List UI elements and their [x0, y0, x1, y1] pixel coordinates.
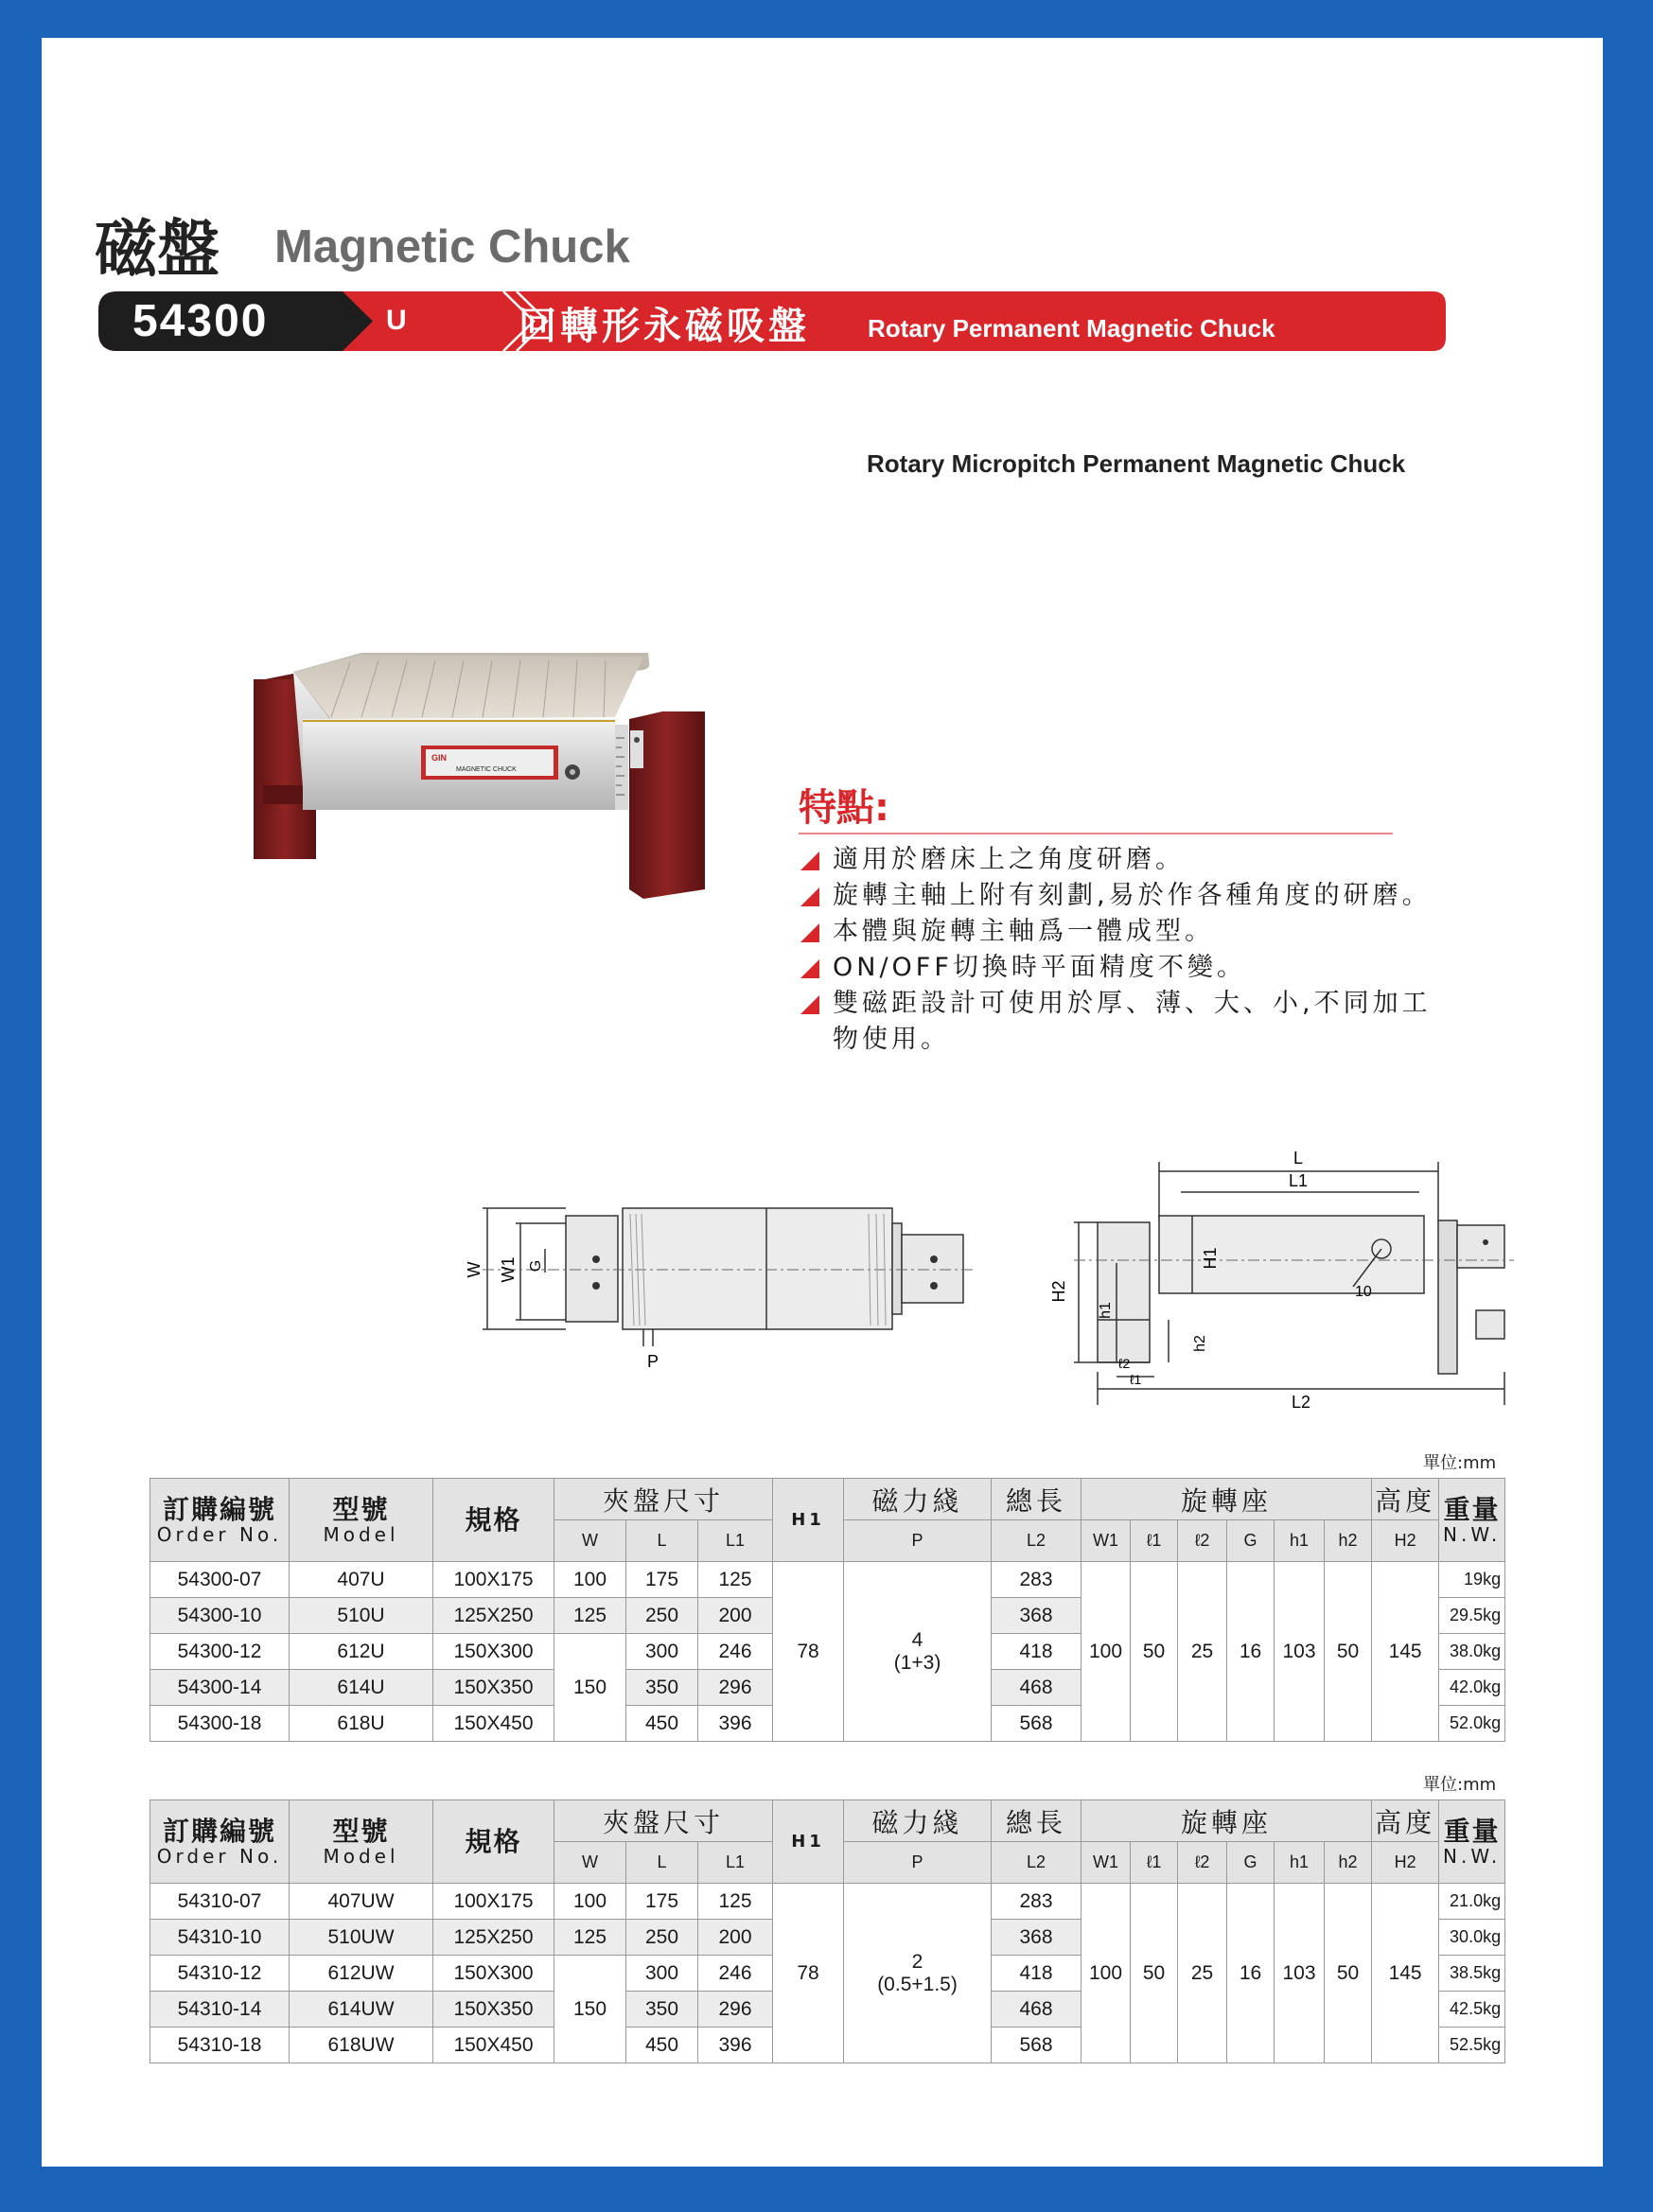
table-row: 54300-10 510U 125X250 125 250 200 368 29.5kg [150, 1598, 1505, 1634]
table-row: 54300-07 407U 100X175 100 175 125 78 4 (1+3) 283 100 50 25 16 103 50 145 19kg [150, 1562, 1505, 1598]
table-row: 54300-14 614U 150X350 350 296 468 42.0kg [150, 1670, 1505, 1706]
table-row: 54300-12 612U 150X300 150 300 246 418 38.0kg [150, 1634, 1505, 1670]
product-photo [199, 606, 729, 908]
dim-p-label: P [646, 1352, 659, 1371]
col-l2: L2 [992, 1520, 1081, 1562]
col-h1: H1 [773, 1800, 844, 1884]
col-weight: 重量 N.W. [1439, 1479, 1505, 1562]
col-rot-w1: W1 [1081, 1842, 1131, 1884]
col-group-chuck-size: 夾盤尺寸 [554, 1479, 773, 1520]
table-row: 54310-07 407UW 100X175 100 175 125 78 2 (0.5+1.5) 283 100 50 25 16 103 50 145 21.0kg [150, 1884, 1505, 1920]
red-triangle-bullet-icon [800, 923, 819, 942]
table2-unit: 單位:mm [1423, 1775, 1497, 1795]
col-group-total: 總長 [992, 1800, 1081, 1842]
feature-item: 旋轉主軸上附有刻劃,易於作各種角度的研磨。 [797, 878, 1440, 914]
col-p: P [844, 1520, 992, 1562]
col-w: W [554, 1842, 626, 1884]
col-model: 型號 Model [290, 1479, 433, 1562]
col-rot-l1: ℓ1 [1131, 1842, 1178, 1884]
dim-h2-label: H2 [1049, 1280, 1068, 1303]
plate-label: MAGNETIC CHUCK [456, 766, 517, 773]
col-l: L [626, 1842, 698, 1884]
col-group-height: 高度 [1372, 1479, 1439, 1520]
red-triangle-bullet-icon [800, 995, 819, 1014]
col-rot-h2: h2 [1325, 1842, 1372, 1884]
table-row: 54310-18 618UW 150X450 450 396 568 52.5kg [150, 2028, 1505, 2063]
plate-brand: GIN [431, 753, 448, 763]
side-view-drawing [1022, 1145, 1514, 1429]
spec-table-54300 [149, 1478, 1505, 1742]
col-model: 型號 Model [290, 1800, 433, 1884]
col-l2: L2 [992, 1842, 1081, 1884]
category-title-en: Magnetic Chuck [274, 221, 630, 272]
col-rot-l2: ℓ2 [1178, 1520, 1227, 1562]
dim-l2-label: L2 [1291, 1393, 1311, 1412]
table1-unit: 單位:mm [1423, 1453, 1497, 1473]
table-row: 54300-18 618U 150X450 450 396 568 52.0kg [150, 1706, 1505, 1742]
dim-l2-small-label: ℓ2 [1118, 1356, 1131, 1371]
red-triangle-bullet-icon [800, 959, 819, 978]
col-rot-g: G [1227, 1842, 1275, 1884]
dim-h2-small-label: h2 [1192, 1335, 1208, 1352]
feature-item: 本體與旋轉主軸爲一體成型。 [797, 914, 1440, 950]
col-rot-h2: h2 [1325, 1520, 1372, 1562]
dim-g-label: G [528, 1259, 544, 1273]
col-group-total: 總長 [992, 1479, 1081, 1520]
col-rot-g: G [1227, 1520, 1275, 1562]
col-l1: L1 [698, 1520, 773, 1562]
top-view-drawing [464, 1187, 994, 1396]
red-triangle-bullet-icon [800, 851, 819, 870]
col-order-no: 訂購編號 Order No. [150, 1800, 290, 1884]
col-group-magnet: 磁力綫 [844, 1479, 992, 1520]
col-l1: L1 [698, 1842, 773, 1884]
dim-angle-label: 10 [1355, 1284, 1372, 1300]
col-rot-h1: h1 [1275, 1520, 1325, 1562]
features-title: 特點: [799, 786, 889, 830]
col-spec: 規格 [433, 1479, 554, 1562]
banner-suffix: U [386, 305, 407, 336]
col-group-magnet: 磁力綫 [844, 1800, 992, 1842]
col-p: P [844, 1842, 992, 1884]
col-rot-l1: ℓ1 [1131, 1520, 1178, 1562]
table-row: 54310-12 612UW 150X300 150 300 246 418 38.5kg [150, 1956, 1505, 1992]
col-group-height: 高度 [1372, 1800, 1439, 1842]
col-group-chuck-size: 夾盤尺寸 [554, 1800, 773, 1842]
dim-l1-small-label: ℓ1 [1130, 1372, 1142, 1387]
col-weight: 重量 N.W. [1439, 1800, 1505, 1884]
col-group-rotary: 旋轉座 [1081, 1479, 1372, 1520]
col-l: L [626, 1520, 698, 1562]
spec-table-54310 [149, 1799, 1505, 2063]
banner-title-zh: 回轉形永磁吸盤 [519, 305, 810, 348]
table-row: 54310-14 614UW 150X350 350 296 468 42.5kg [150, 1992, 1505, 2028]
col-order-no: 訂購編號 Order No. [150, 1479, 290, 1562]
dim-h1-small-label: h1 [1098, 1302, 1114, 1319]
features-list [797, 842, 1440, 1058]
col-rot-w1: W1 [1081, 1520, 1131, 1562]
col-spec: 規格 [433, 1800, 554, 1884]
dim-w-label: W [465, 1261, 484, 1278]
col-h1: H1 [773, 1479, 844, 1562]
red-triangle-bullet-icon [800, 887, 819, 906]
banner-product-code: 54300 [132, 296, 269, 346]
dim-l1-label: L1 [1288, 1171, 1309, 1190]
col-rot-l2: ℓ2 [1178, 1842, 1227, 1884]
feature-item: 雙磁距設計可使用於厚、薄、大、小,不同加工物使用。 [797, 986, 1440, 1058]
banner-title-en: Rotary Permanent Magnetic Chuck [868, 314, 1275, 342]
product-subtitle: Rotary Micropitch Permanent Magnetic Chuck [867, 449, 1406, 478]
col-height-h2: H2 [1372, 1842, 1439, 1884]
col-rot-h1: h1 [1275, 1842, 1325, 1884]
dim-l-label: L [1293, 1149, 1304, 1167]
dim-w1-label: W1 [499, 1256, 518, 1283]
feature-item: ON/OFF切換時平面精度不變。 [797, 950, 1440, 986]
category-title-zh: 磁盤 [95, 213, 220, 286]
feature-item: 適用於磨床上之角度研磨。 [797, 842, 1440, 878]
col-height-h2: H2 [1372, 1520, 1439, 1562]
features-divider [799, 833, 1393, 834]
col-group-rotary: 旋轉座 [1081, 1800, 1372, 1842]
col-w: W [554, 1520, 626, 1562]
dim-h1-label: H1 [1201, 1247, 1220, 1270]
table-row: 54310-10 510UW 125X250 125 250 200 368 30.0kg [150, 1920, 1505, 1956]
